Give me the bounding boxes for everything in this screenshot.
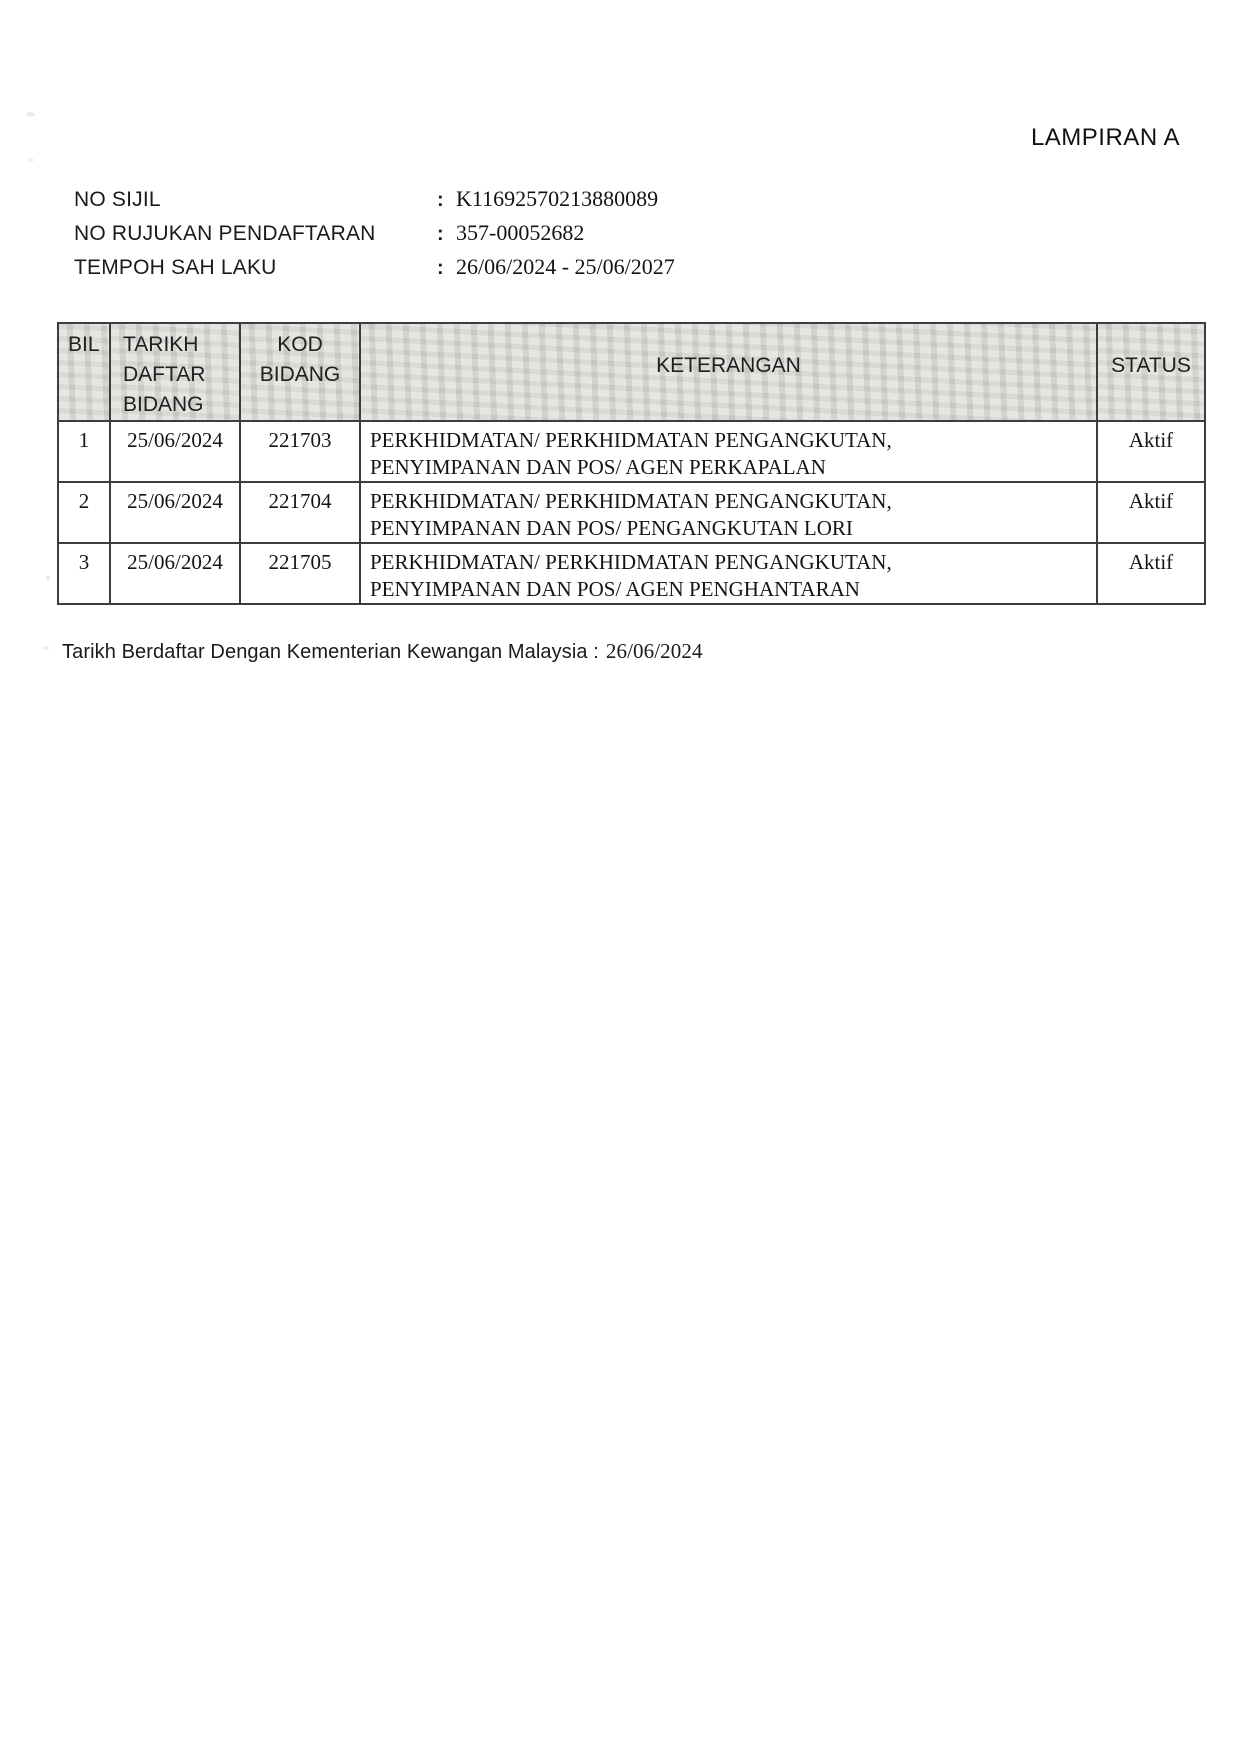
row3-keterangan: PERKHIDMATAN/ PERKHIDMATAN PENGANGKUTAN, PENYIMPANAN DAN POS/ AGEN PENGHANTARAN	[360, 543, 1097, 604]
no-rujukan-colon: :	[437, 223, 444, 245]
table-row	[58, 543, 1205, 604]
col-header-kod-bidang: KOD BIDANG	[240, 323, 360, 421]
field-no-rujukan	[74, 220, 774, 245]
row2-bil: 2	[58, 482, 110, 543]
scan-speck	[46, 576, 50, 580]
scan-speck	[44, 646, 49, 650]
row3-status: Aktif	[1097, 543, 1205, 604]
row2-kod-bidang: 221704	[240, 482, 360, 543]
col-header-tarikh-daftar-bidang: TARIKH DAFTAR BIDANG	[110, 323, 240, 421]
registration-date-value: 26/06/2024	[605, 639, 703, 663]
no-rujukan-value: 357-00052682	[456, 220, 585, 245]
registration-date-label: Tarikh Berdaftar Dengan Kementerian Kewangan Malaysia :	[62, 641, 599, 663]
col-header-bil: BIL	[58, 323, 110, 421]
row2-status: Aktif	[1097, 482, 1205, 543]
scan-speck	[28, 158, 34, 162]
row3-kod-bidang: 221705	[240, 543, 360, 604]
scan-speck	[26, 112, 35, 117]
no-sijil-colon: :	[437, 189, 444, 211]
tempoh-colon: :	[437, 257, 444, 279]
row2-keterangan: PERKHIDMATAN/ PERKHIDMATAN PENGANGKUTAN, PENYIMPANAN DAN POS/ PENGANGKUTAN LORI	[360, 482, 1097, 543]
row1-tarikh-daftar: 25/06/2024	[110, 421, 240, 482]
certificate-fields	[74, 186, 774, 288]
bidang-registration-table	[57, 322, 1206, 605]
col-header-status: STATUS	[1097, 323, 1205, 421]
tempoh-value: 26/06/2024 - 25/06/2027	[456, 254, 675, 279]
table-row	[58, 482, 1205, 543]
tempoh-label: TEMPOH SAH LAKU	[74, 256, 277, 279]
lampiran-heading: LAMPIRAN A	[1030, 124, 1180, 151]
row1-keterangan: PERKHIDMATAN/ PERKHIDMATAN PENGANGKUTAN, PENYIMPANAN DAN POS/ AGEN PERKAPALAN	[360, 421, 1097, 482]
no-sijil-label: NO SIJIL	[74, 188, 161, 211]
table-header-row	[58, 323, 1205, 421]
table-row	[58, 421, 1205, 482]
row3-tarikh-daftar: 25/06/2024	[110, 543, 240, 604]
no-rujukan-label: NO RUJUKAN PENDAFTARAN	[74, 222, 376, 245]
registration-date-line	[62, 639, 703, 664]
field-no-sijil	[74, 186, 774, 211]
row3-bil: 3	[58, 543, 110, 604]
no-sijil-value: K11692570213880089	[456, 186, 659, 211]
row1-bil: 1	[58, 421, 110, 482]
row2-tarikh-daftar: 25/06/2024	[110, 482, 240, 543]
col-header-keterangan: KETERANGAN	[360, 323, 1097, 421]
row1-kod-bidang: 221703	[240, 421, 360, 482]
field-tempoh-sah-laku	[74, 254, 774, 279]
row1-status: Aktif	[1097, 421, 1205, 482]
